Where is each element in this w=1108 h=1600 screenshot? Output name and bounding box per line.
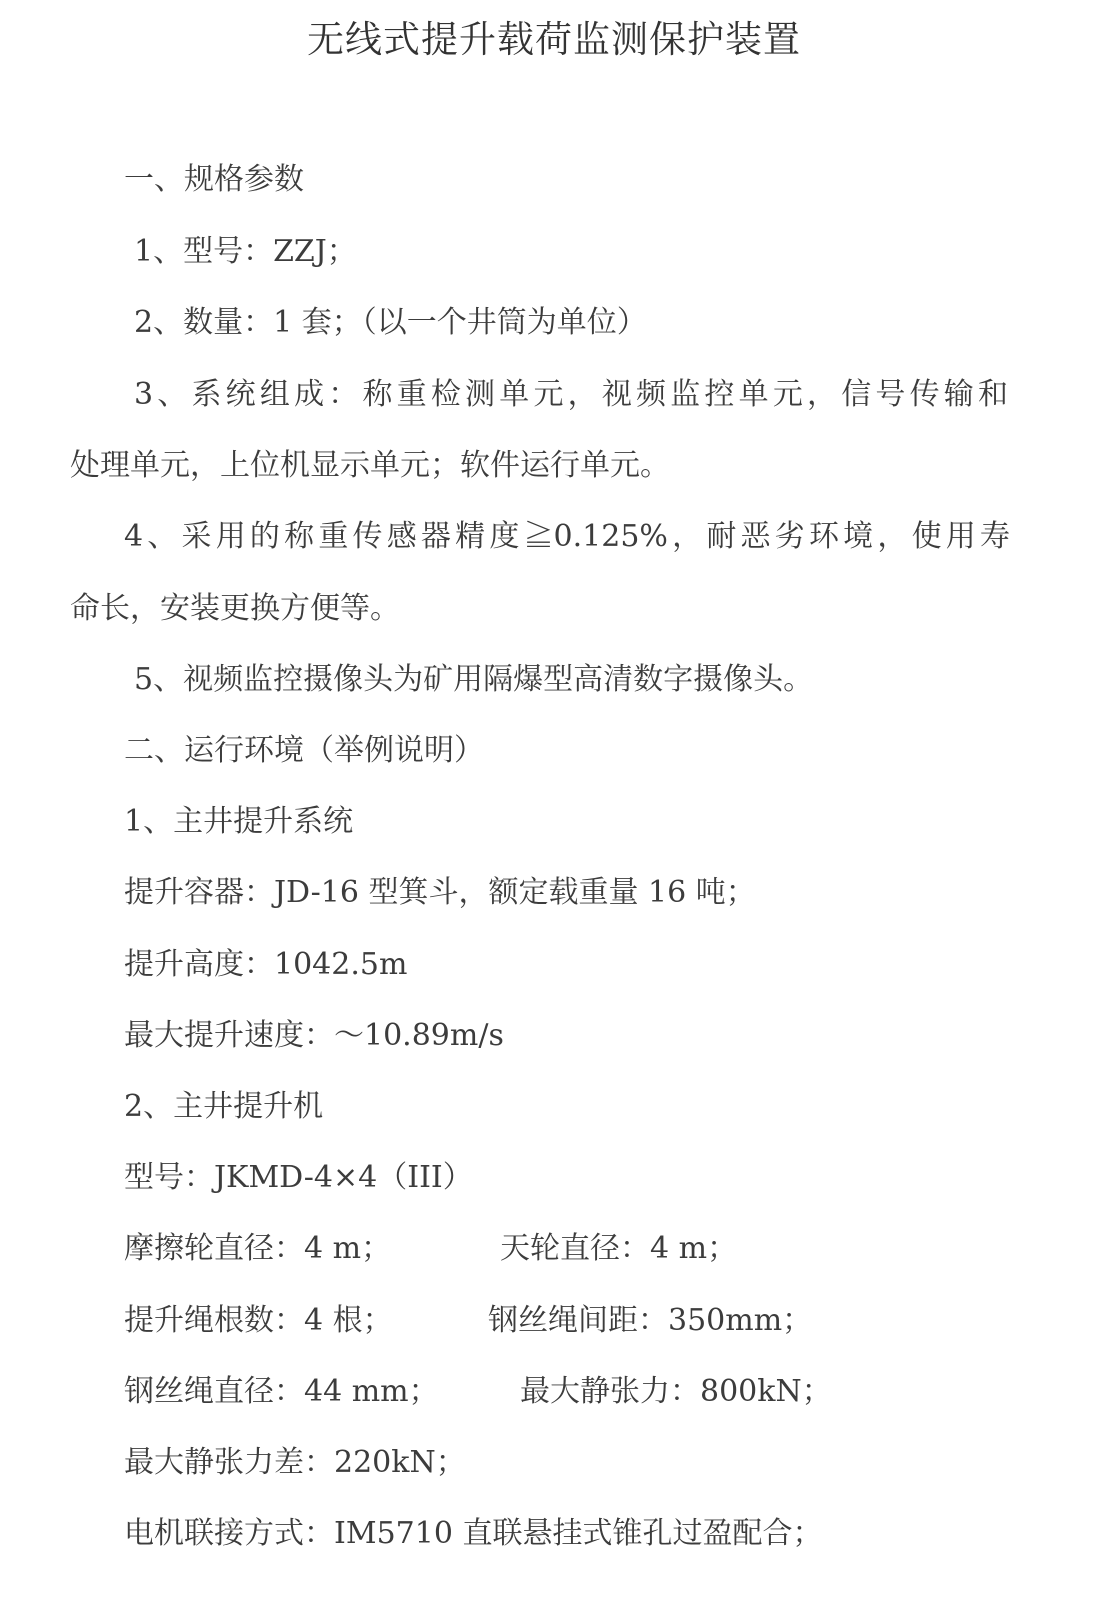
param-rope-count: 提升绳根数：4 根； <box>124 1303 393 1338</box>
param-motor-coupling: 电机联接方式：IM5710 直联悬挂式锥孔过盈配合； <box>124 1516 823 1551</box>
param-max-static-tension-diff: 最大静张力差：220kN； <box>124 1445 466 1480</box>
param-hoist-model: 型号：JKMD-4×4（III） <box>124 1160 473 1195</box>
subheading-main-shaft-system: 1、主井提升系统 <box>124 804 354 839</box>
section-heading-spec: 一、规格参数 <box>124 162 304 197</box>
spec-item-composition-line2: 处理单元，上位机显示单元；软件运行单元。 <box>70 448 670 483</box>
spec-item-composition-line1: 3、系统组成：称重检测单元，视频监控单元，信号传输和 <box>134 377 1008 412</box>
spec-item-camera: 5、视频监控摄像头为矿用隔爆型高清数字摄像头。 <box>134 662 814 697</box>
param-max-static-tension: 最大静张力：800kN； <box>520 1374 832 1409</box>
param-rope-diameter: 钢丝绳直径：44 mm； <box>124 1374 439 1409</box>
param-height: 提升高度：1042.5m <box>124 947 408 982</box>
page-title: 无线式提升载荷监测保护装置 <box>307 18 801 61</box>
param-sky-wheel: 天轮直径：4 m； <box>500 1231 738 1266</box>
param-speed: 最大提升速度：～10.89m/s <box>124 1018 504 1053</box>
spec-item-sensor-line2: 命长，安装更换方便等。 <box>70 591 400 626</box>
spec-item-model: 1、型号：ZZJ； <box>134 234 357 269</box>
section-heading-env: 二、运行环境（举例说明） <box>124 733 484 768</box>
param-container: 提升容器：JD-16 型箕斗，额定载重量 16 吨； <box>124 875 756 910</box>
spec-item-quantity: 2、数量：1 套；（以一个井筒为单位） <box>134 305 647 340</box>
param-friction-wheel: 摩擦轮直径：4 m； <box>124 1231 392 1266</box>
spec-item-sensor-line1: 4、采用的称重传感器精度≧0.125%，耐恶劣环境，使用寿 <box>124 519 1010 554</box>
subheading-hoist: 2、主井提升机 <box>124 1089 324 1124</box>
param-rope-spacing: 钢丝绳间距：350mm； <box>488 1303 813 1338</box>
